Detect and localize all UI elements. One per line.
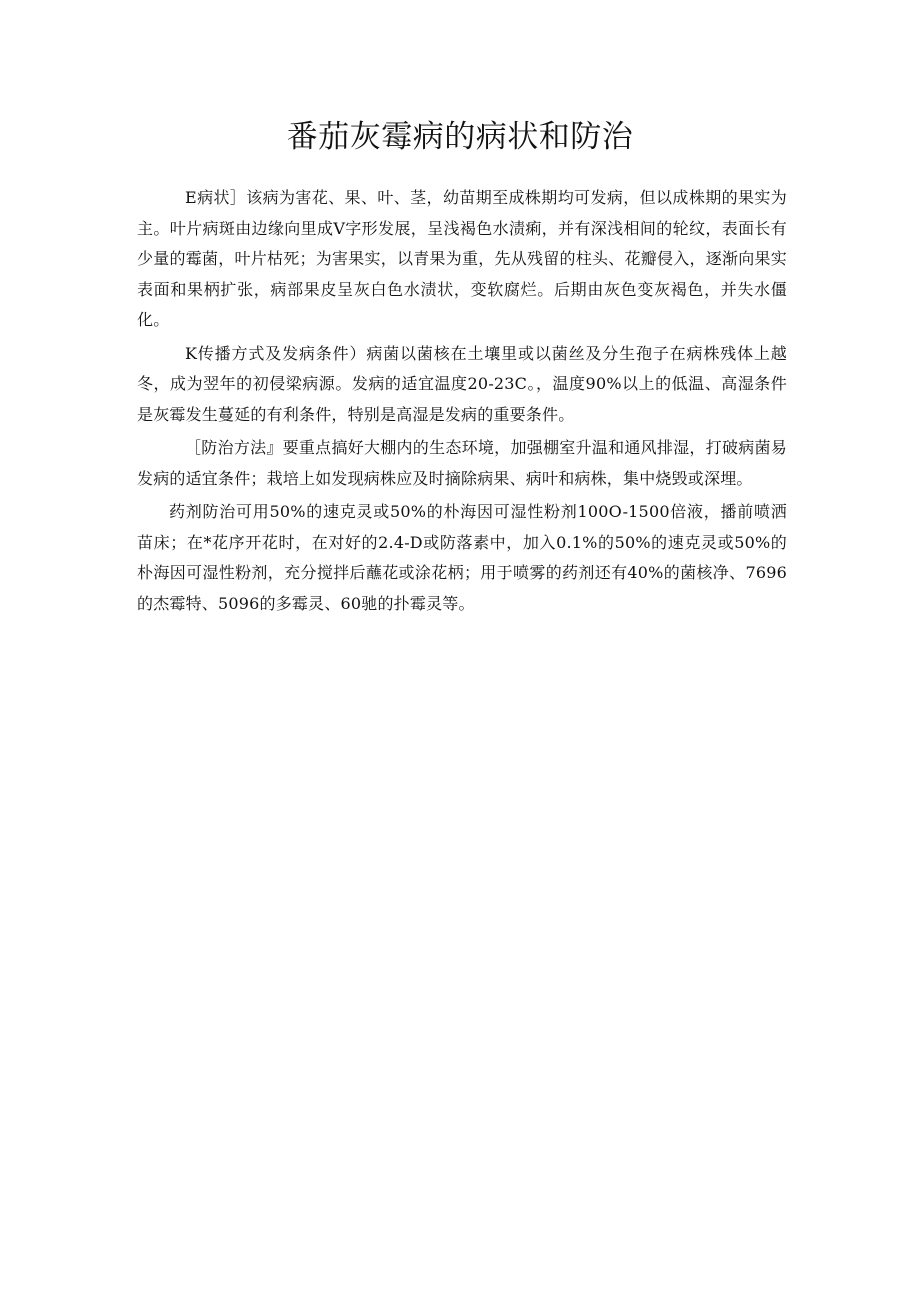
document-title: 番茄灰霉病的病状和防治 (286, 119, 634, 155)
paragraph-chemical-control: 药剂防治可用50%的速克灵或50%的朴海因可湿性粉剂100O-1500倍液，播前喷洒苗床；在*花序开花时，在对好的2.4-D或防落素中，加入0.1%的50%的速克灵或50%的朴海因可湿性粉剂，充分搅拌后蘸花或涂花柄；用于喷雾的药剂还有40%的菌核净、7696的杰霉特、5096的多霉灵、60驰的扑霉灵等。 (137, 502, 787, 613)
paragraph-prevention-methods: ［防治方法』要重点搞好大棚内的生态环境，加强棚室升温和通风排湿，打破病菌易发病的适宜条件；栽培上如发现病株应及时摘除病果、病叶和病株，集中烧毁或深埋。 (137, 438, 787, 488)
paragraph-symptoms: E病状］该病为害花、果、叶、茎，幼苗期至成株期均可发病，但以成株期的果实为主。叶片病斑由边缘向里成V字形发展，呈浅褐色水渍痢，并有深浅相间的轮纹，表面长有少量的霉菌，叶片枯死；为害果实，以青果为重，先从残留的柱头、花瓣侵入，逐渐向果实表面和果柄扩张，病部果皮呈灰白色水渍状，变软腐烂。后期由灰色变灰褐色，并失水僵化。 (137, 188, 787, 329)
document-body (137, 183, 787, 619)
paragraph-transmission: K传播方式及发病条件）病菌以菌核在土壤里或以菌丝及分生孢子在病株残体上越冬，成为翌年的初侵梁病源。发病的适宜温度20-23C。，温度90%以上的低温、高湿条件是灰霉发生蔓延的有利条件，特别是高湿是发病的重要条件。 (137, 343, 787, 424)
